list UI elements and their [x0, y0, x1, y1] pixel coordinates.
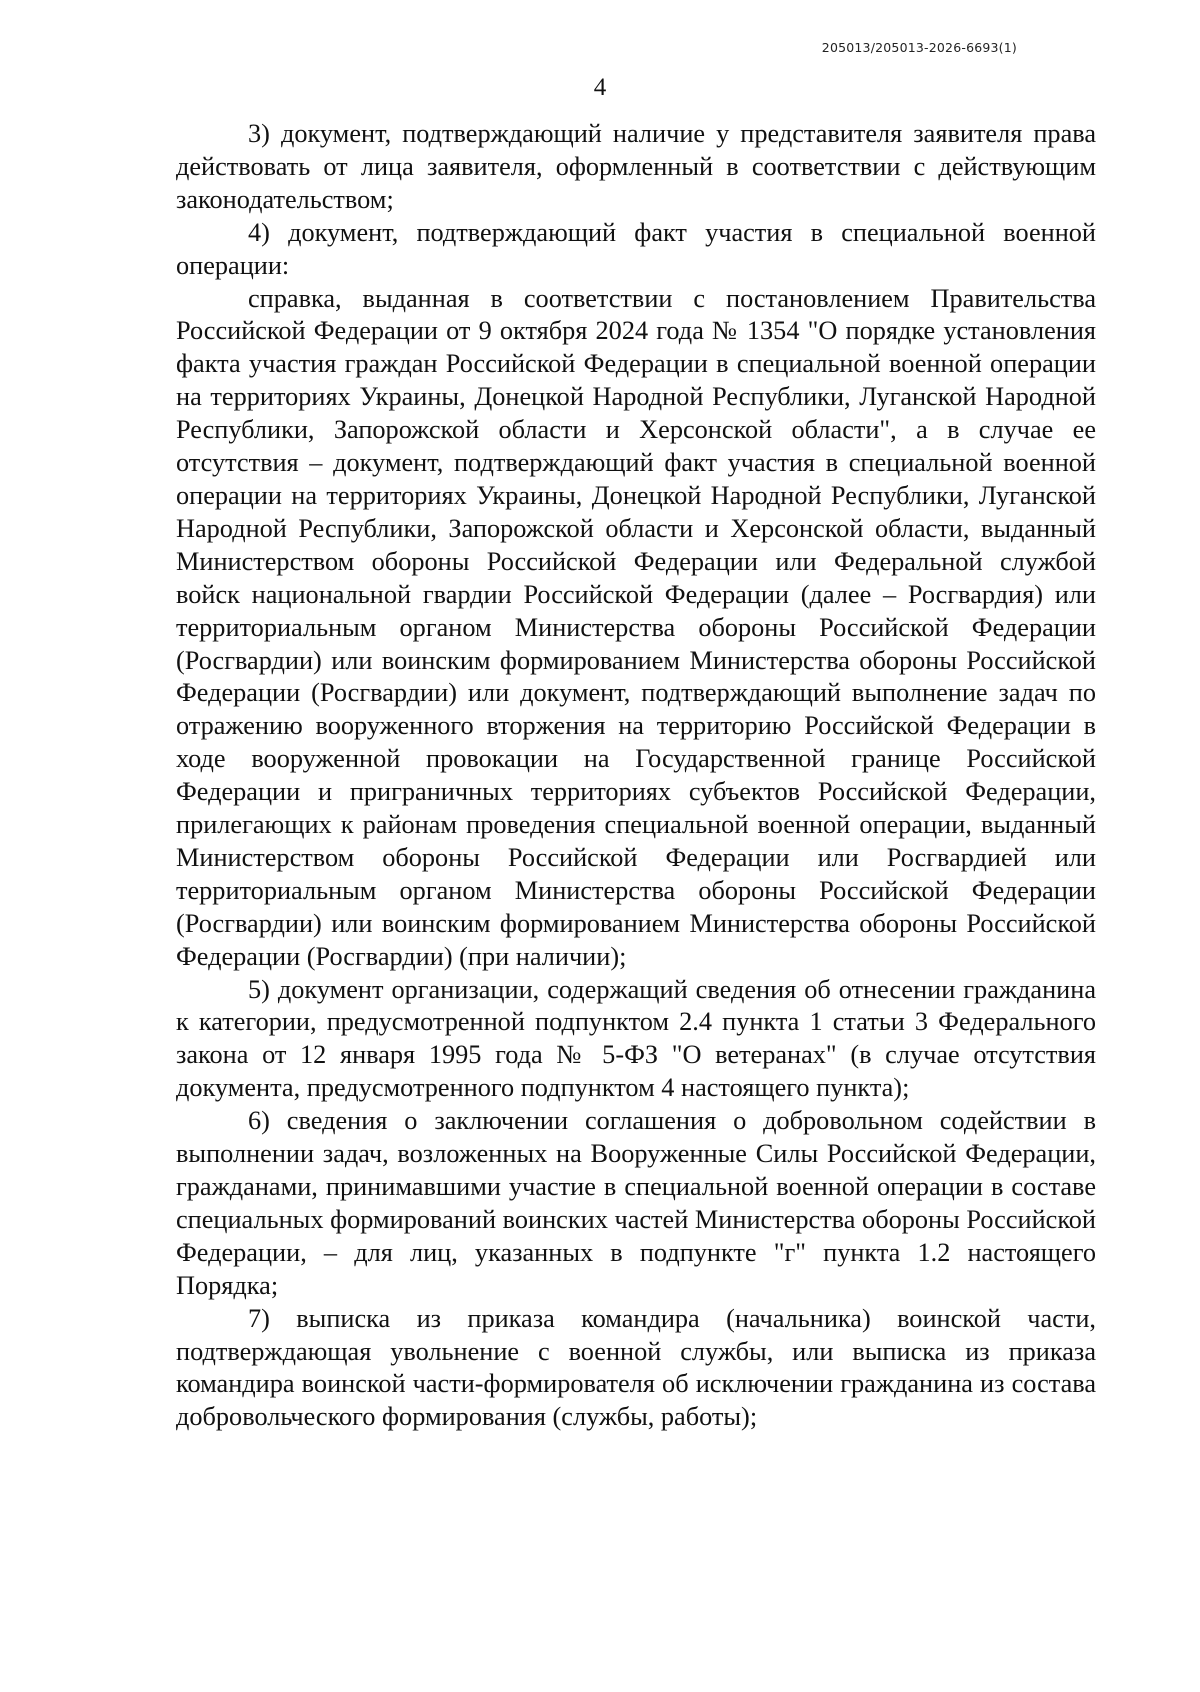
paragraph-item-3: 3) документ, подтверждающий наличие у представителя заявителя права действовать от лица заявителя, оформленный в соответствии с действующим законодательством; [176, 119, 1096, 214]
document-id: 205013/205013-2026-6693(1) [821, 40, 1017, 55]
paragraph-item-5: 5) документ организации, содержащий сведения об отнесении гражданина к категории, предусмотренной подпунктом 2.4 пункта 1 статьи 3 Федерального закона от 12 января 1995 года № 5-ФЗ "О ветеранах" (в случае отсутствия документа, предусмотренного подпунктом 4 настоящего пункта); [176, 974, 1096, 1103]
paragraph-certificate: справка, выданная в соответствии с постановлением Правительства Российской Федерации от 9 октября 2024 года № 1354 "О порядке установления факта участия граждан Российской Федерации в специальной военной операции на территориях Украины, Донецкой Народной Республики, Луганской Народной Республики, Запорожской области и Херсонской области", а в случае ее отсутствия – документ, подтверждающий факт участия в специальной военной операции на территориях Украины, Донецкой Народной Республики, Луганской Народной Республики, Запорожской области и Херсонской области, выданный Министерством обороны Российской Федерации или Федеральной службой войск национальной гвардии Российской Федерации (далее – Росгвардия) или территориальным органом Министерства обороны Российской Федерации (Росгвардии) или воинским формированием Министерства обороны Российской Федерации (Росгвардии) или документ, подтверждающий выполнение задач по отражению вооруженного вторжения на территорию Российской Федерации в ходе вооруженной провокации на Государственной границе Российской Федерации и приграничных территориях субъектов Российской Федерации, прилегающих к районам проведения специальной военной операции, выданный Министерством обороны Российской Федерации или Росгвардией или территориальным органом Министерства обороны Российской Федерации (Росгвардии) или воинским формированием Министерства обороны Российской Федерации (Росгвардии) (при наличии); [176, 283, 1096, 971]
paragraph-item-6: 6) сведения о заключении соглашения о добровольном содействии в выполнении задач, возложенных на Вооруженные Силы Российской Федерации, гражданами, принимавшими участие в специальной военной операции в составе специальных формирований воинских частей Министерства обороны Российской Федерации, – для лиц, указанных в подпункте "г" пункта 1.2 настоящего Порядка; [176, 1106, 1096, 1300]
page-number: 4 [593, 74, 607, 101]
paragraph-item-4: 4) документ, подтверждающий факт участия в специальной военной операции: [176, 217, 1096, 280]
document-body [176, 118, 1096, 1434]
paragraph-item-7: 7) выписка из приказа командира (начальника) воинской части, подтверждающая увольнение с военной службы, или выписка из приказа командира воинской части-формирователя об исключении гражданина из состава добровольческого формирования (службы, работы); [176, 1303, 1096, 1432]
